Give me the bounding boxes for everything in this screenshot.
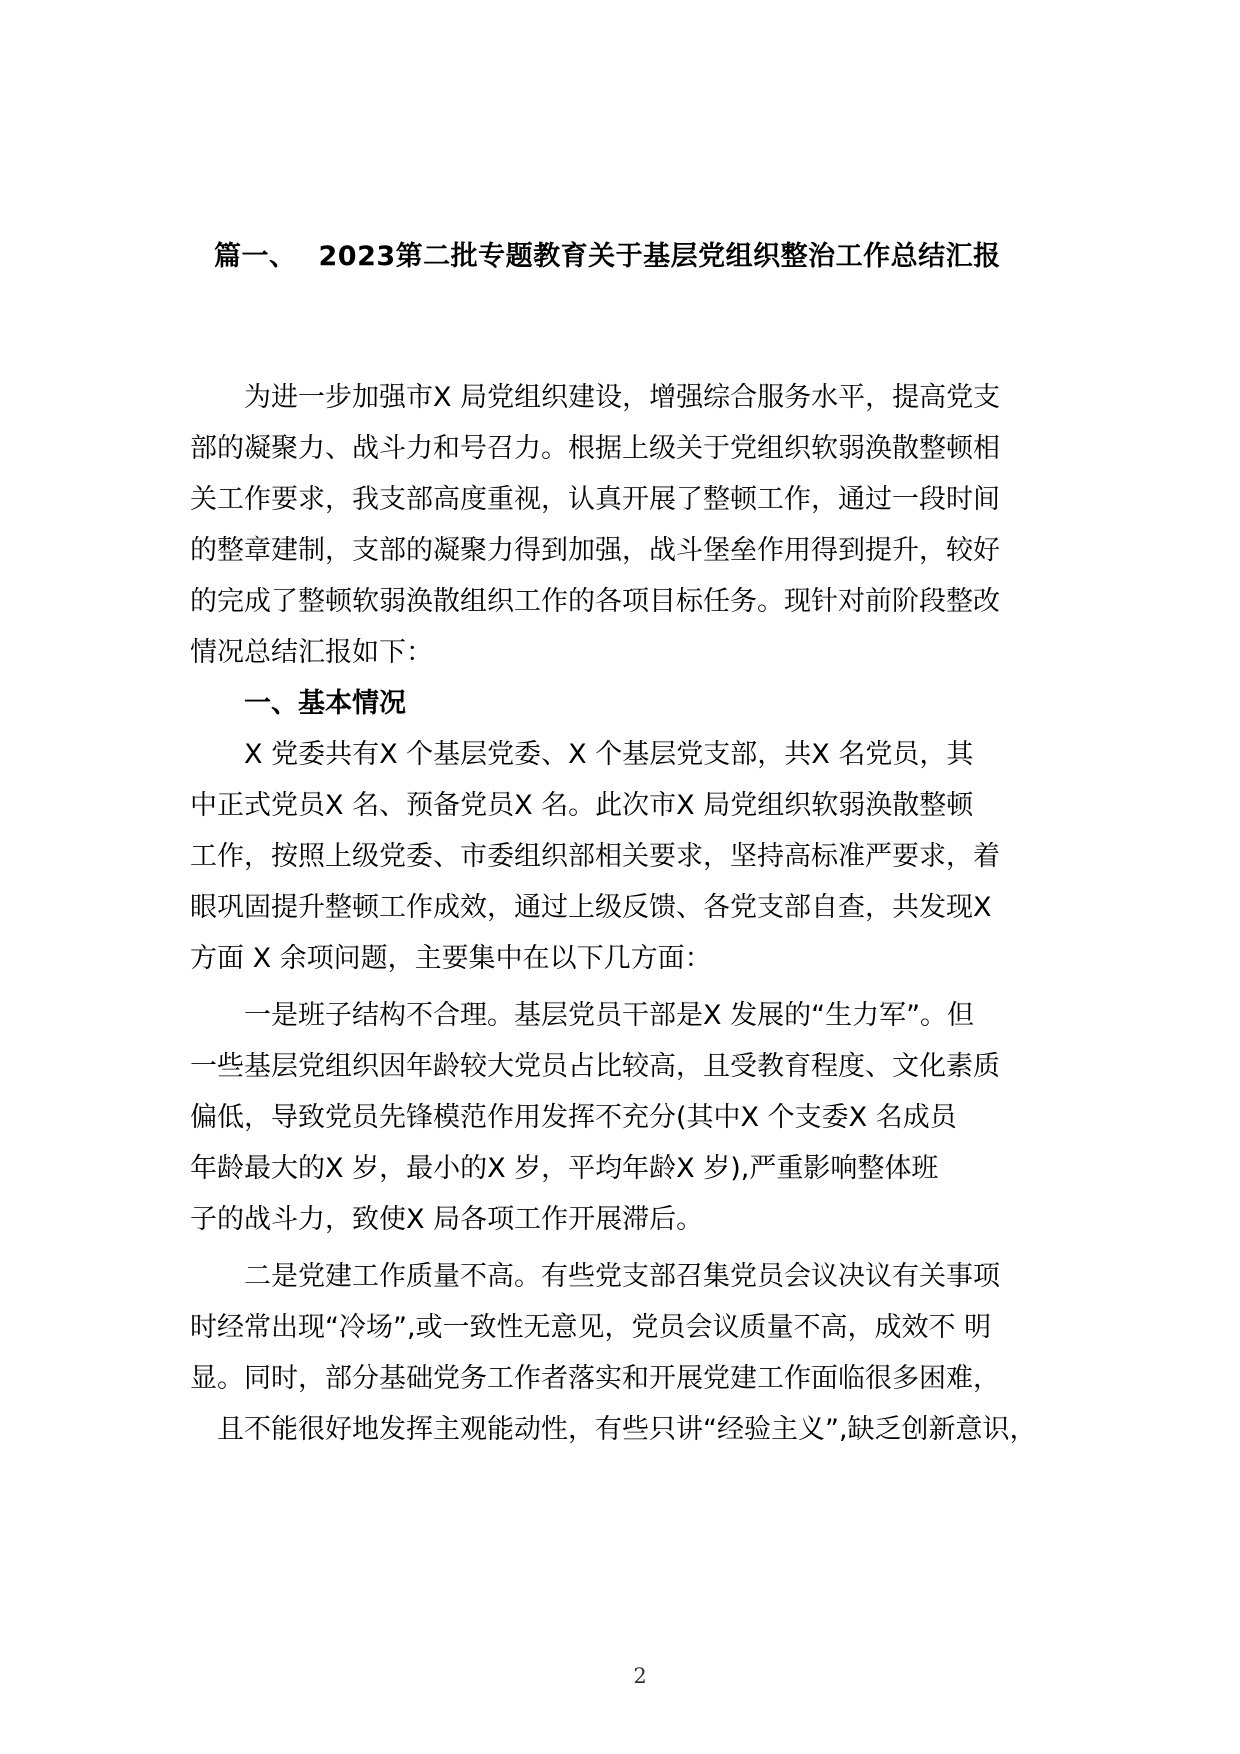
text-line: 一些基层党组织因年龄较大党员占比较高，且受教育程度、文化素质 (190, 1051, 1000, 1082)
text-line: 时经常出现“冷场”,或一致性无意见，党员会议质量不高，成效不 明 (190, 1312, 992, 1343)
text-line: X 党委共有X 个基层党委、X 个基层党支部，共X 名党员，其 (244, 739, 974, 770)
section-heading: 一、基本情况 (244, 688, 406, 719)
text-line: 部的凝聚力、战斗力和号召力。根据上级关于党组织软弱涣散整顿相 (190, 433, 1000, 464)
text-line: 为进一步加强市X 局党组织建设，增强综合服务水平，提高党支 (244, 382, 1001, 413)
paragraph-issue-one (190, 990, 1060, 1245)
text-line: 方面 X 余项问题，主要集中在以下几方面： (190, 943, 712, 974)
page-number: 2 (633, 1664, 647, 1688)
text-line: 的完成了整顿软弱涣散组织工作的各项目标任务。现针对前阶段整改 (190, 586, 1000, 617)
title-prefix: 篇一、 (214, 241, 297, 272)
text-line: 二是党建工作质量不高。有些党支部召集党员会议决议有关事项 (244, 1261, 1000, 1292)
text-line: 年龄最大的X 岁，最小的X 岁，平均年龄X 岁),严重影响整体班 (190, 1153, 939, 1184)
text-line: 显。同时，部分基础党务工作者落实和开展党建工作面临很多困难， (190, 1363, 1000, 1394)
text-line: 情况总结汇报如下： (190, 637, 433, 668)
text-line: 工作，按照上级党委、市委组织部相关要求，坚持高标准严要求，着 (190, 841, 1000, 872)
paragraph-basic-situation (190, 729, 1060, 984)
text-line: 一是班子结构不合理。基层党员干部是X 发展的“生力军”。但 (244, 1000, 975, 1031)
title-text: 2023第二批专题教育关于基层党组织整治工作总结汇报 (318, 241, 1001, 272)
text-line: 且不能很好地发挥主观能动性，有些只讲“经验主义”,缺乏创新意识， (217, 1414, 1037, 1445)
text-line: 的整章建制，支部的凝聚力得到加强，战斗堡垒作用得到提升，较好 (190, 535, 1000, 566)
paragraph-intro (190, 372, 1060, 678)
text-line: 中正式党员X 名、预备党员X 名。此次市X 局党组织软弱涣散整顿 (190, 790, 974, 821)
document-title (214, 234, 1114, 273)
document-body (190, 372, 1060, 1455)
text-line: 子的战斗力，致使X 局各项工作开展滞后。 (190, 1204, 704, 1235)
text-line: 关工作要求，我支部高度重视，认真开展了整顿工作，通过一段时间 (190, 484, 1000, 515)
text-line: 偏低，导致党员先锋模范作用发挥不充分(其中X 个支委X 名成员 (190, 1102, 957, 1133)
paragraph-issue-two (190, 1251, 1060, 1455)
text-line: 眼巩固提升整顿工作成效，通过上级反馈、各党支部自查，共发现X (190, 892, 992, 923)
